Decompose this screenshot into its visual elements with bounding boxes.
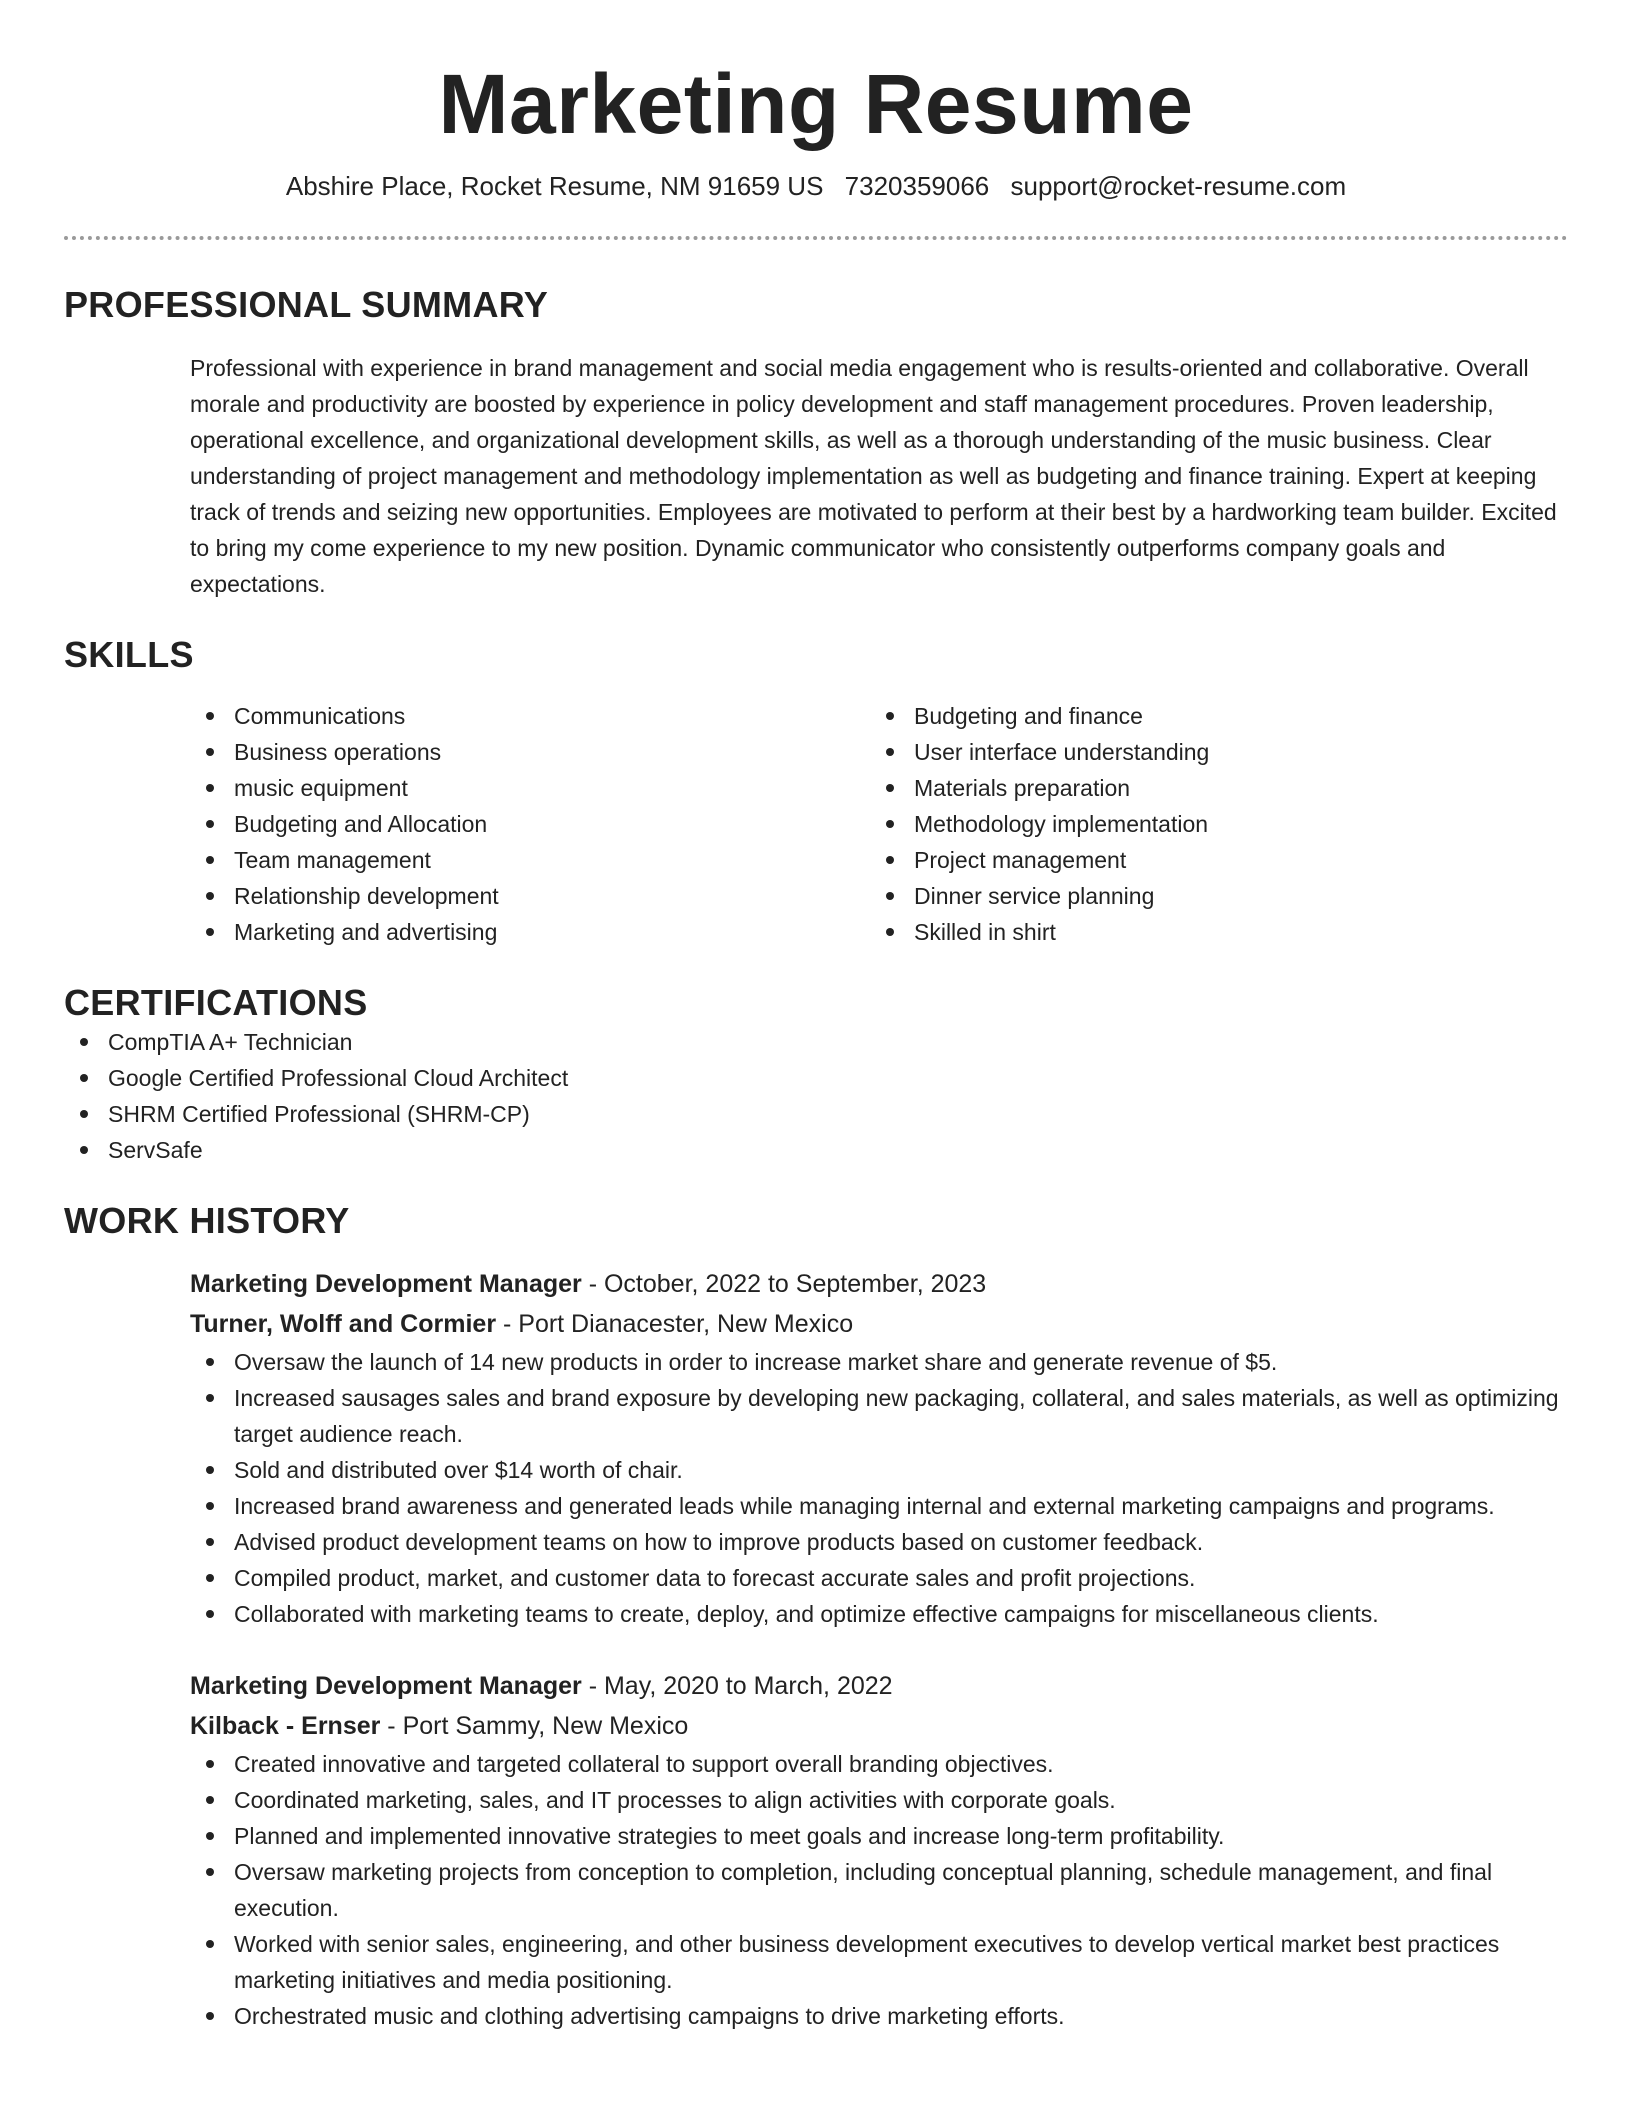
skill-item: User interface understanding <box>870 734 1550 770</box>
job-role: Marketing Development Manager <box>190 1269 582 1298</box>
skill-item: Communications <box>190 698 870 734</box>
address-text: Abshire Place, Rocket Resume, NM 91659 US <box>285 170 824 201</box>
job-company: Turner, Wolff and Cormier <box>190 1309 497 1338</box>
email-text: support@rocket-resume.com <box>1010 170 1347 201</box>
job-dates: - October, 2022 to September, 2023 <box>581 1269 987 1298</box>
work-history-section <box>64 1200 1568 2034</box>
job-dates: - May, 2020 to March, 2022 <box>581 1671 893 1700</box>
certification-item: ServSafe <box>64 1132 1568 1168</box>
job-bullet: Created innovative and targeted collateral to support overall branding objectives. <box>190 1746 1568 1782</box>
job-bullet: Coordinated marketing, sales, and IT processes to align activities with corporate goals. <box>190 1782 1568 1818</box>
header-divider <box>64 236 1568 240</box>
summary-text: Professional with experience in brand management and social media engagement who is results-oriented and collaborative. Overall morale and productivity are boosted by experience in policy development and staff management procedures. Proven leadership, operational excellence, and organizational development skills, as well as a thorough understanding of the music business. Clear understanding of project management and methodology implementation as well as budgeting and finance training. Expert at keeping track of trends and seizing new opportunities. Employees are motivated to perform at their best by a hardworking team builder. Excited to bring my come experience to my new position. Dynamic communicator who consistently outperforms company goals and expectations. <box>190 354 1557 597</box>
skills-list-right <box>870 698 1550 950</box>
job-location: - Port Sammy, New Mexico <box>380 1711 689 1740</box>
certifications-list <box>64 1024 1568 1168</box>
job-title-line <box>190 1666 1568 1706</box>
skill-item: music equipment <box>190 770 870 806</box>
certifications-heading: CERTIFICATIONS <box>64 981 368 1023</box>
certifications-section <box>64 982 1568 1168</box>
skills-list-left <box>190 698 870 950</box>
job-company: Kilback - Ernser <box>190 1711 381 1740</box>
job-bullet: Planned and implemented innovative strategies to meet goals and increase long-term profitability. <box>190 1818 1568 1854</box>
skill-item: Budgeting and finance <box>870 698 1550 734</box>
certification-item: SHRM Certified Professional (SHRM-CP) <box>64 1096 1568 1132</box>
skill-item: Materials preparation <box>870 770 1550 806</box>
job-bullet: Orchestrated music and clothing advertising campaigns to drive marketing efforts. <box>190 1998 1568 2034</box>
skill-item: Business operations <box>190 734 870 770</box>
job-location: - Port Dianacester, New Mexico <box>496 1309 854 1338</box>
resume-title: Marketing Resume <box>438 57 1194 151</box>
summary-heading: PROFESSIONAL SUMMARY <box>64 283 549 325</box>
summary-section <box>64 284 1568 602</box>
job-bullet: Increased sausages sales and brand exposure by developing new packaging, collateral, and sales materials, as well as optimizing target audience reach. <box>190 1380 1568 1452</box>
skill-item: Skilled in shirt <box>870 914 1550 950</box>
job-entry <box>190 1264 1568 1632</box>
job-title-line <box>190 1264 1568 1304</box>
skills-columns <box>190 698 1568 950</box>
skill-item: Relationship development <box>190 878 870 914</box>
job-bullets <box>190 1746 1568 2034</box>
job-bullet: Collaborated with marketing teams to create, deploy, and optimize effective campaigns for miscellaneous clients. <box>190 1596 1568 1632</box>
contact-line <box>64 171 1568 202</box>
certification-item: Google Certified Professional Cloud Architect <box>64 1060 1568 1096</box>
job-bullets <box>190 1344 1568 1632</box>
skill-item: Project management <box>870 842 1550 878</box>
job-bullet: Sold and distributed over $14 worth of chair. <box>190 1452 1568 1488</box>
skills-column-right <box>870 698 1550 950</box>
skill-item: Team management <box>190 842 870 878</box>
job-bullet: Increased brand awareness and generated leads while managing internal and external marketing campaigns and programs. <box>190 1488 1568 1524</box>
job-company-line <box>190 1304 1568 1344</box>
skill-item: Marketing and advertising <box>190 914 870 950</box>
skills-section <box>64 634 1568 950</box>
job-bullet: Oversaw marketing projects from conception to completion, including conceptual planning, schedule management, and final execution. <box>190 1854 1568 1926</box>
job-bullet: Worked with senior sales, engineering, and other business development executives to develop vertical market best practices marketing initiatives and media positioning. <box>190 1926 1568 1998</box>
job-role: Marketing Development Manager <box>190 1671 582 1700</box>
work-history-heading: WORK HISTORY <box>64 1199 350 1241</box>
phone-text: 7320359066 <box>844 170 990 201</box>
skill-item: Budgeting and Allocation <box>190 806 870 842</box>
job-bullet: Advised product development teams on how to improve products based on customer feedback. <box>190 1524 1568 1560</box>
skill-item: Dinner service planning <box>870 878 1550 914</box>
certification-item: CompTIA A+ Technician <box>64 1024 1568 1060</box>
resume-page <box>64 0 1568 2034</box>
job-entry <box>190 1666 1568 2034</box>
skills-heading: SKILLS <box>64 633 194 675</box>
skill-item: Methodology implementation <box>870 806 1550 842</box>
job-company-line <box>190 1706 1568 1746</box>
job-bullet: Oversaw the launch of 14 new products in order to increase market share and generate revenue of $5. <box>190 1344 1568 1380</box>
skills-column-left <box>190 698 870 950</box>
job-bullet: Compiled product, market, and customer data to forecast accurate sales and profit projections. <box>190 1560 1568 1596</box>
